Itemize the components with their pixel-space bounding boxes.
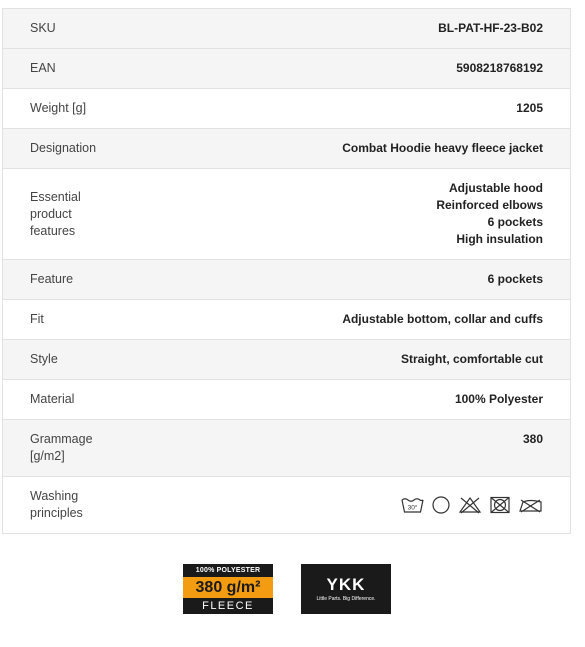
spec-row-feature: [2, 260, 571, 300]
feature-item: Reinforced elbows: [436, 198, 543, 212]
spec-label: Essential product features: [30, 189, 81, 238]
feature-badges: [183, 564, 391, 614]
spec-value: 380: [522, 432, 543, 446]
spec-value: 6 pockets: [487, 272, 543, 286]
wash-30-icon: [401, 496, 424, 514]
no-tumble-dry-icon: [489, 496, 511, 514]
spec-label: EAN: [30, 61, 56, 75]
feature-item: High insulation: [456, 232, 543, 246]
tumble-dry-icon: [431, 496, 451, 514]
feature-item: Adjustable hood: [449, 181, 543, 195]
spec-label: Washing principles: [30, 489, 83, 520]
spec-row-grammage: [2, 420, 571, 477]
spec-value: 5908218768192: [456, 61, 543, 75]
spec-row-sku: [2, 9, 571, 49]
spec-value: Adjustable bottom, collar and cuffs: [342, 312, 543, 326]
badge-bottom-text: FLEECE: [202, 600, 254, 612]
spec-label: Weight [g]: [30, 101, 87, 115]
feature-item: 6 pockets: [487, 215, 543, 229]
ykk-tagline: Little Parts. Big Difference.: [316, 595, 376, 602]
spec-value-list: [436, 180, 543, 248]
spec-value: 1205: [516, 101, 543, 115]
spec-label: Feature: [30, 272, 74, 286]
washing-icons: [401, 496, 543, 514]
spec-row-designation: [2, 129, 571, 169]
spec-row-washing: [2, 477, 571, 534]
specification-table: [2, 8, 571, 534]
spec-value: BL-PAT-HF-23-B02: [438, 21, 543, 35]
spec-row-material: [2, 380, 571, 420]
spec-row-fit: [2, 300, 571, 340]
no-bleach-icon: [458, 496, 482, 514]
spec-row-essential-features: [2, 169, 571, 260]
no-iron-icon: [518, 496, 543, 514]
wash-temp-label: 30°: [407, 504, 418, 512]
spec-row-weight: [2, 89, 571, 129]
badge-top-text: 100% POLYESTER: [195, 567, 261, 574]
spec-value: Straight, comfortable cut: [400, 352, 543, 366]
spec-label: Fit: [30, 312, 44, 326]
spec-label: Grammage [g/m2]: [30, 432, 93, 463]
spec-value: Combat Hoodie heavy fleece jacket: [342, 141, 543, 155]
polyester-fleece-badge: [183, 564, 273, 614]
ykk-logo: [301, 564, 391, 614]
spec-row-ean: [2, 49, 571, 89]
spec-label: Material: [30, 392, 75, 406]
spec-label: Designation: [30, 141, 97, 155]
spec-label: SKU: [30, 21, 56, 35]
spec-label: Style: [30, 352, 58, 366]
badge-grammage-text: 380 g/m²: [183, 577, 273, 598]
spec-row-style: [2, 340, 571, 380]
spec-value: 100% Polyester: [454, 392, 543, 406]
ykk-logo-text: YKK: [326, 574, 366, 594]
